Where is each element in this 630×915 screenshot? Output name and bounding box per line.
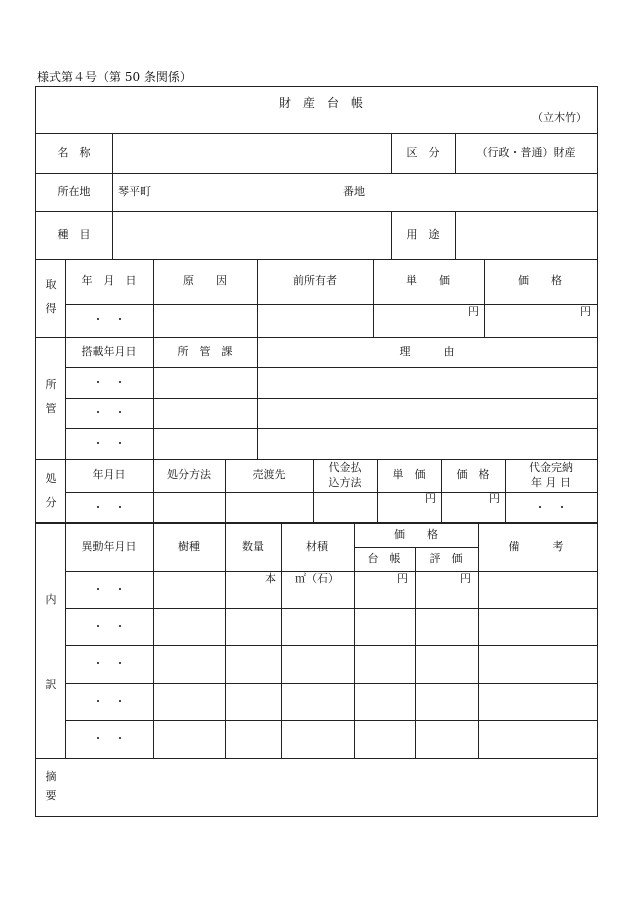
ledger-yen: 円 xyxy=(397,572,408,585)
type-label: 種 目 xyxy=(57,228,91,241)
acquisition-price-yen: 円 xyxy=(580,305,591,318)
disposal-unit-price-yen: 円 xyxy=(425,492,436,505)
col-line xyxy=(441,459,442,522)
details-species-header: 樹種 xyxy=(178,540,200,553)
use-field[interactable] xyxy=(457,213,596,258)
row-line xyxy=(354,547,478,548)
disposal-date-header: 年月日 xyxy=(92,468,126,481)
jurisdiction-reason-header: 理 由 xyxy=(399,345,455,358)
jurisdiction-dept-header: 所 管 課 xyxy=(177,345,233,358)
row-line xyxy=(65,608,597,609)
details-row-date[interactable]: ・ ・ xyxy=(92,583,126,596)
col-line xyxy=(415,547,416,758)
col-line xyxy=(65,259,66,758)
disposal-payment-header: 代金払 xyxy=(328,461,362,474)
disposal-label-1: 処 xyxy=(45,472,57,485)
row-line xyxy=(36,758,597,759)
details-row-date[interactable]: ・ ・ xyxy=(92,657,126,670)
jurisdiction-row-date[interactable]: ・ ・ xyxy=(92,376,126,389)
row-line xyxy=(36,211,597,212)
disposal-unit-price-header: 単 価 xyxy=(392,468,426,481)
col-line xyxy=(391,211,392,259)
row-line xyxy=(36,173,597,174)
disposal-price-header: 価 格 xyxy=(456,468,490,481)
col-line xyxy=(225,459,226,522)
jurisdiction-date-header: 搭載年月日 xyxy=(81,345,137,358)
summary-field[interactable] xyxy=(67,760,596,816)
acquisition-date-value[interactable]: ・ ・ xyxy=(92,313,126,326)
location-label: 所在地 xyxy=(57,185,91,198)
jurisdiction-label-2: 管 xyxy=(45,402,57,415)
lot-number-label: 番地 xyxy=(343,185,365,198)
details-volume-header: 材積 xyxy=(306,540,328,553)
details-remarks-header: 備 考 xyxy=(508,540,564,553)
disposal-date-value[interactable]: ・ ・ xyxy=(92,501,126,514)
acquisition-price-header: 価 格 xyxy=(518,274,562,287)
col-line xyxy=(377,459,378,522)
disposal-label-2: 分 xyxy=(45,496,57,509)
acquisition-cause-header: 原 因 xyxy=(183,274,227,287)
row-line xyxy=(65,645,597,646)
col-line xyxy=(484,259,485,337)
col-line xyxy=(225,522,226,758)
details-label-1: 内 xyxy=(45,593,57,606)
details-row-date[interactable]: ・ ・ xyxy=(92,620,126,633)
row-line xyxy=(65,398,597,399)
col-line xyxy=(112,133,113,259)
acquisition-label-1: 取 xyxy=(45,278,57,291)
col-line xyxy=(373,259,374,337)
col-line xyxy=(153,459,154,522)
details-label-2: 訳 xyxy=(45,678,57,691)
col-line xyxy=(505,459,506,522)
disposal-completion-header: 代金完納 xyxy=(529,461,573,474)
row-line xyxy=(36,259,597,260)
col-line xyxy=(153,259,154,337)
jurisdiction-row-date[interactable]: ・ ・ xyxy=(92,437,126,450)
name-field[interactable] xyxy=(114,135,390,172)
form-subtitle: （立木竹） xyxy=(532,111,587,124)
col-line xyxy=(153,522,154,758)
acquisition-unit-price-header: 単 価 xyxy=(406,274,450,287)
row-line xyxy=(65,492,597,493)
acquisition-date-header: 年 月 日 xyxy=(81,274,137,287)
unit-volume: ㎡（石） xyxy=(295,572,339,585)
disposal-price-yen: 円 xyxy=(489,492,500,505)
form-title: 財 産 台 帳 xyxy=(278,96,364,110)
type-field[interactable] xyxy=(114,213,390,258)
acquisition-unit-price-yen: 円 xyxy=(468,305,479,318)
col-line xyxy=(281,522,282,758)
disposal-buyer-header: 売渡先 xyxy=(252,468,286,481)
col-line xyxy=(455,133,456,173)
row-line xyxy=(36,337,597,338)
disposal-completion-header: 年 月 日 xyxy=(531,476,571,489)
acquisition-prev-owner-header: 前所有者 xyxy=(293,274,337,287)
col-line xyxy=(153,337,154,459)
disposal-payment-header: 込方法 xyxy=(328,476,362,489)
use-label: 用 途 xyxy=(406,228,440,241)
col-line xyxy=(257,259,258,337)
property-ledger-form xyxy=(35,86,598,817)
name-label: 名 称 xyxy=(57,146,91,159)
details-date-header: 異動年月日 xyxy=(81,540,137,553)
col-line xyxy=(478,522,479,758)
col-line xyxy=(455,211,456,259)
row-line xyxy=(36,133,597,134)
col-line xyxy=(257,337,258,459)
lot-number-field[interactable] xyxy=(186,175,346,209)
jurisdiction-label-1: 所 xyxy=(45,378,57,391)
row-line xyxy=(65,304,597,305)
details-price-header: 価 格 xyxy=(394,528,438,541)
section-divider xyxy=(36,522,597,524)
row-line xyxy=(36,459,597,460)
details-quantity-header: 数量 xyxy=(242,540,264,553)
details-row-date[interactable]: ・ ・ xyxy=(92,732,126,745)
col-line xyxy=(391,133,392,173)
details-ledger-header: 台 帳 xyxy=(367,552,401,565)
summary-label-2: 要 xyxy=(45,789,57,802)
appraisal-yen: 円 xyxy=(460,572,471,585)
category-label: 区 分 xyxy=(406,146,440,159)
acquisition-label-2: 得 xyxy=(45,302,57,315)
town-name: 琴平町 xyxy=(118,185,151,198)
summary-label-1: 摘 xyxy=(45,770,57,783)
unit-count: 本 xyxy=(265,572,276,585)
disposal-completion-value[interactable]: ・ ・ xyxy=(534,501,568,514)
row-line xyxy=(65,683,597,684)
col-line xyxy=(313,459,314,522)
col-line xyxy=(354,522,355,758)
row-line xyxy=(65,720,597,721)
row-line xyxy=(65,367,597,368)
details-appraisal-header: 評 価 xyxy=(429,552,463,565)
jurisdiction-row-date[interactable]: ・ ・ xyxy=(92,406,126,419)
details-row-date[interactable]: ・ ・ xyxy=(92,695,126,708)
row-line xyxy=(65,428,597,429)
category-value: （行政・普通）財産 xyxy=(476,146,576,159)
disposal-method-header: 処分方法 xyxy=(167,468,211,481)
form-number: 様式第４号（第 50 条関係） xyxy=(37,70,192,84)
